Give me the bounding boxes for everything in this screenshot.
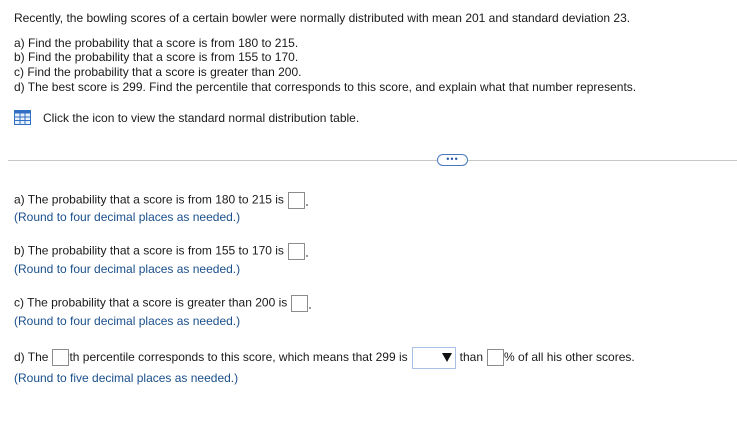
comparison-dropdown[interactable] [412, 347, 456, 369]
percent-input[interactable] [487, 349, 504, 366]
dropdown-caret-icon [442, 353, 452, 362]
table-link-text[interactable]: Click the icon to view the standard normal distribution table. [43, 111, 360, 125]
question-part-b: b) Find the probability that a score is from 155 to 170. [14, 50, 299, 64]
percentile-input[interactable] [52, 349, 69, 366]
answer-d-prefix: d) The [14, 350, 49, 364]
answer-b-input[interactable] [288, 243, 305, 260]
answer-b-row [14, 243, 308, 260]
answer-c-input[interactable] [291, 295, 308, 312]
question-intro: Recently, the bowling scores of a certain bowler were normally distributed with mean 201 and standard deviation 23. [14, 11, 631, 25]
answer-a-dot [306, 204, 308, 206]
answer-d-suffix: % of all his other scores. [504, 350, 635, 364]
answer-d-middle: th percentile corresponds to this score, which means that 299 is [69, 350, 408, 364]
answer-d-hint: (Round to five decimal places as needed.) [14, 371, 239, 385]
table-grid-icon[interactable] [14, 110, 31, 125]
question-part-c: c) Find the probability that a score is greater than 200. [14, 65, 302, 79]
answer-a-hint: (Round to four decimal places as needed.) [14, 210, 241, 224]
answer-c-prompt: c) The probability that a score is greater than 200 is [14, 295, 288, 310]
answer-d-row [14, 346, 635, 369]
answer-c-dot [309, 307, 311, 309]
expand-more-button[interactable]: ••• [437, 154, 468, 166]
answer-c-row [14, 295, 311, 312]
section-divider [8, 160, 737, 161]
answer-a-input[interactable] [288, 192, 305, 209]
answer-c-hint: (Round to four decimal places as needed.) [14, 314, 241, 328]
answer-a-prompt: a) The probability that a score is from 180 to 215 is [14, 192, 284, 207]
question-part-d: d) The best score is 299. Find the percentile that corresponds to this score, and explain what that number represents. [14, 80, 637, 94]
answer-b-hint: (Round to four decimal places as needed.) [14, 262, 241, 276]
answer-b-dot [306, 255, 308, 257]
answer-b-prompt: b) The probability that a score is from 155 to 170 is [14, 243, 284, 258]
answer-a-row [14, 192, 308, 209]
question-part-a: a) Find the probability that a score is from 180 to 215. [14, 36, 299, 50]
answer-d-than: than [459, 350, 484, 364]
